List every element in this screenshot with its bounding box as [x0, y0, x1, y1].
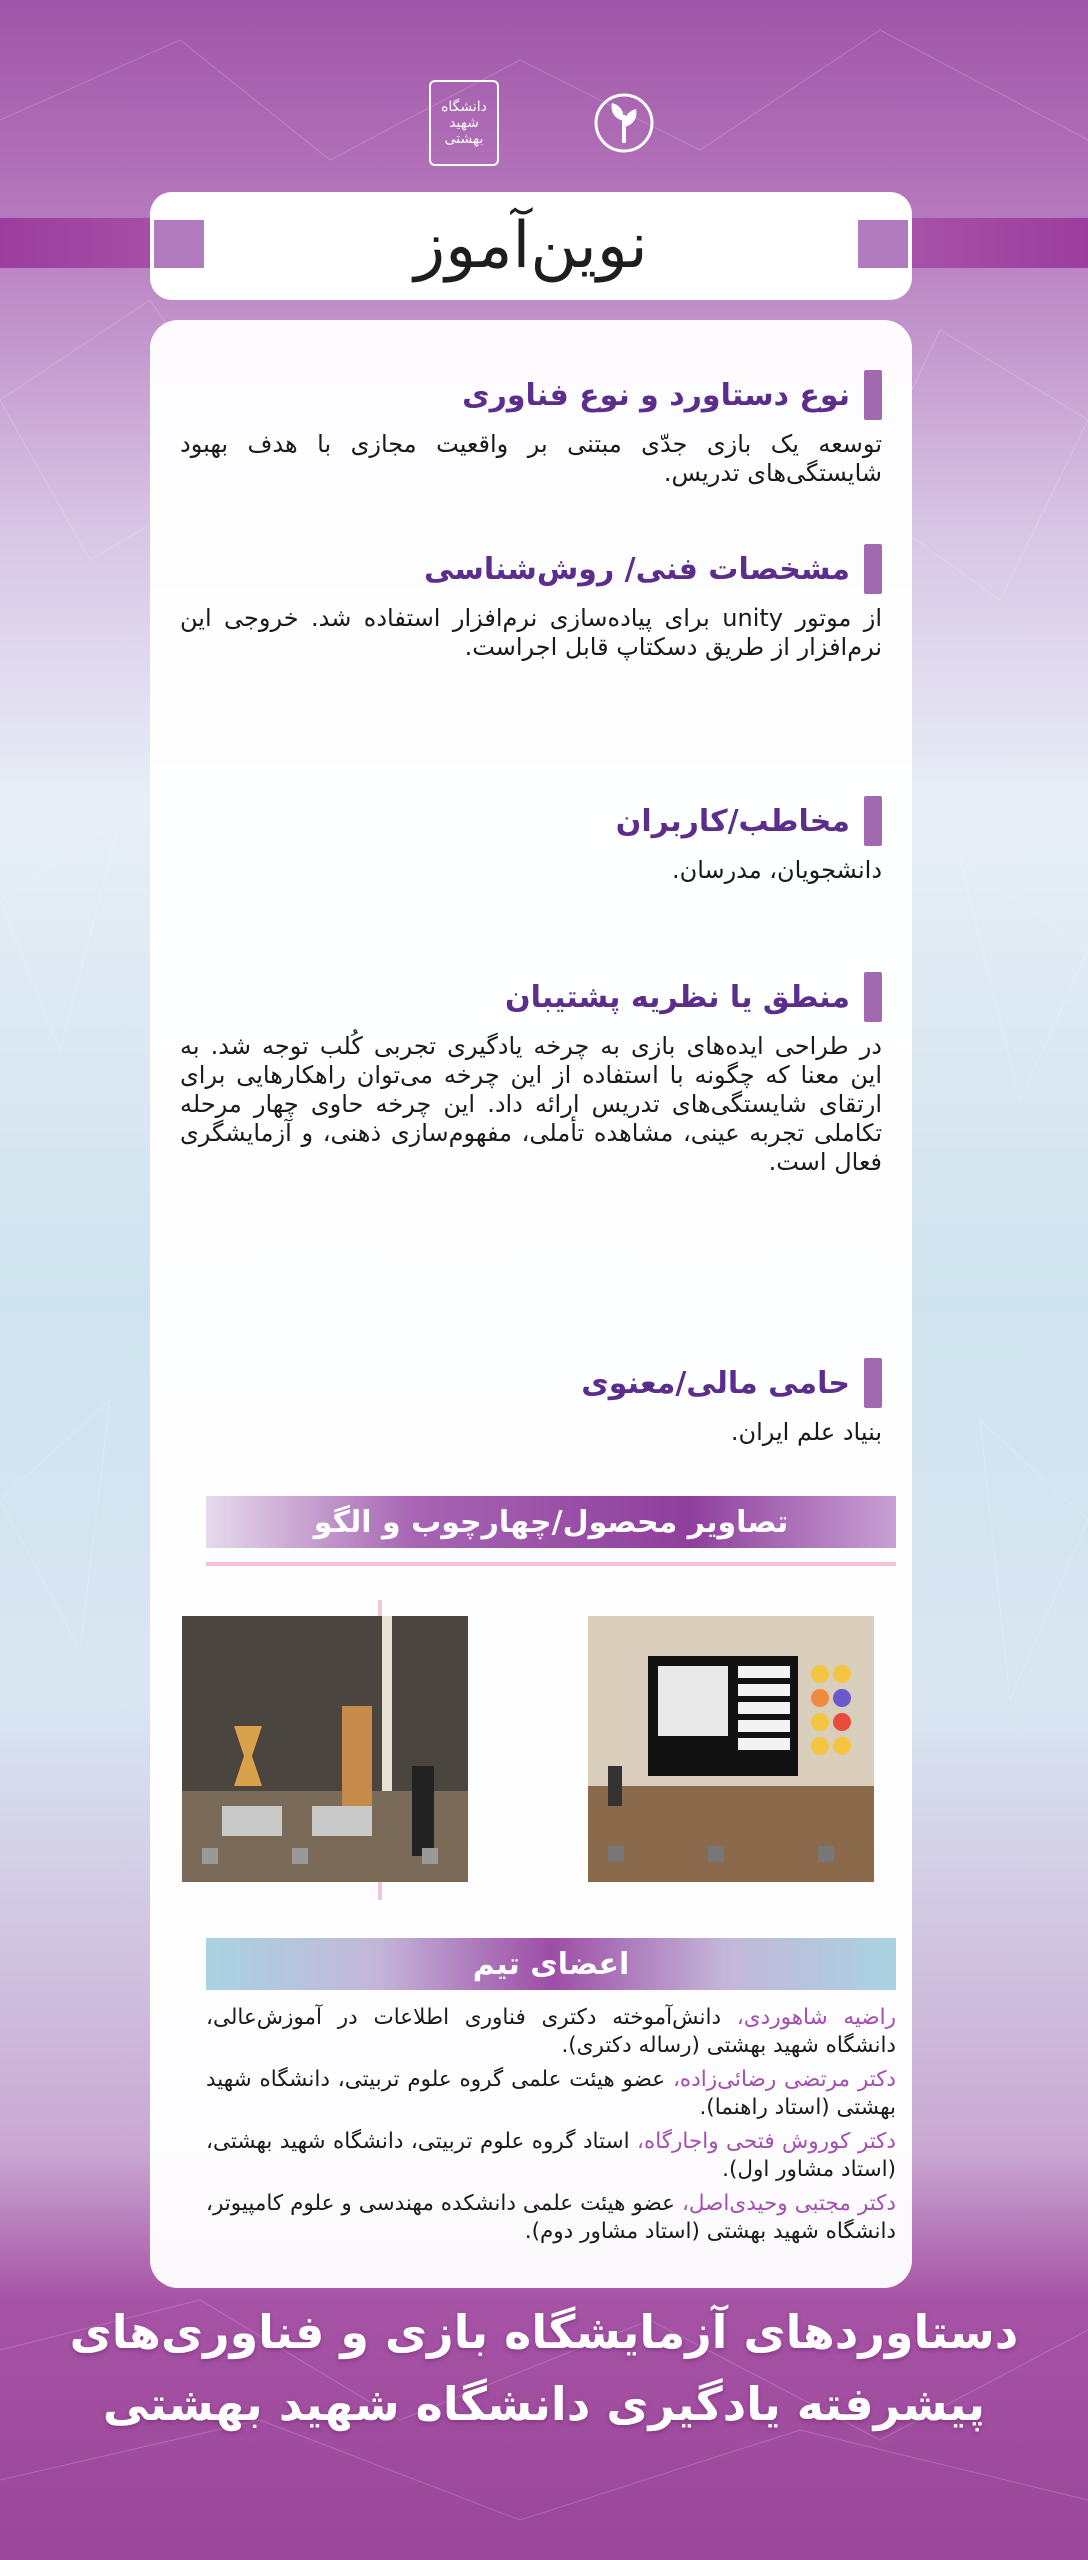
section-title: حامی مالی/معنوی — [581, 1365, 850, 1401]
team-member — [206, 2190, 896, 2246]
divider-line — [206, 1562, 896, 1566]
university-logo-line-3: بهشتی — [444, 131, 484, 147]
team-member-desc: دانش‌آموخته دکتری فناوری اطلاعات در آموزش‌عالی، دانشگاه شهید بهشتی (رساله دکتری). — [206, 2005, 896, 2058]
section-header — [180, 972, 882, 1022]
section-audience — [180, 796, 882, 885]
section-header — [180, 544, 882, 594]
section-title: منطق یا نظریه پشتیبان — [505, 979, 850, 1015]
university-logo-line-2: شهید — [449, 115, 479, 131]
section-sponsor — [180, 1358, 882, 1447]
footer-line-1: دستاوردهای آزمایشگاه بازی و فناوری‌های — [69, 2305, 1019, 2359]
section-body: از موتور unity برای پیاده‌سازی نرم‌افزار استفاده شد. خروجی این نرم‌افزار از طریق دسکتاپ قابل اجراست. — [180, 604, 882, 661]
section-body: توسعه یک بازی جدّی مبتنی بر واقعیت مجازی با هدف بهبود شایستگی‌های تدریس. — [180, 430, 882, 487]
section-title: مخاطب/کاربران — [615, 803, 850, 839]
screenshot-emoji-board — [588, 1616, 874, 1882]
section-marker — [864, 544, 882, 594]
section-header — [180, 370, 882, 420]
tree-logo-icon — [592, 91, 656, 155]
footer-heading — [0, 2296, 1088, 2440]
team-member-desc: استاد گروه علوم تربیتی، دانشگاه شهید بهشتی، (استاد مشاور اول). — [206, 2129, 896, 2182]
team-member-name: دکتر مجتبی وحیدی‌اصل، — [681, 2191, 896, 2216]
section-header — [180, 796, 882, 846]
section-marker — [864, 1358, 882, 1408]
title-card — [150, 192, 912, 300]
screenshot-hourglass-room-image — [182, 1616, 468, 1882]
page-title: نوین‌آموز — [414, 209, 648, 283]
team-member-name: دکتر کوروش فتحی واجارگاه، — [637, 2129, 896, 2154]
university-logo-line-1: دانشگاه — [441, 99, 487, 115]
university-logo — [429, 80, 499, 166]
team-member — [206, 2066, 896, 2122]
team-member — [206, 2004, 896, 2060]
section-body: دانشجویان، مدرسان. — [671, 856, 882, 884]
team-title-band: اعضای تیم — [206, 1938, 896, 1990]
section-theory — [180, 972, 882, 1177]
section-title: نوع دستاورد و نوع فناوری — [462, 377, 850, 413]
team-member-name: راضیه شاهوردی، — [736, 2005, 896, 2030]
title-notch-left — [154, 220, 204, 268]
framework-title-band: تصاویر محصول/چهارچوب و الگو — [206, 1496, 896, 1548]
content-card — [150, 320, 912, 2288]
section-achievement-type — [180, 370, 882, 488]
section-body: بنیاد علم ایران. — [730, 1418, 882, 1446]
footer-line-2: پیشرفته یادگیری دانشگاه شهید بهشتی — [102, 2377, 986, 2431]
screenshot-emoji-board-image — [588, 1616, 874, 1882]
lab-logo — [589, 80, 659, 166]
section-marker — [864, 370, 882, 420]
section-title: مشخصات فنی/ روش‌شناسی — [424, 551, 850, 587]
team-list — [206, 2004, 896, 2252]
title-notch-right — [858, 220, 908, 268]
section-marker — [864, 796, 882, 846]
team-member-desc: عضو هیئت علمی دانشکده مهندسی و علوم کامپیوتر، دانشگاه شهید بهشتی (استاد مشاور دوم). — [206, 2191, 896, 2244]
team-member-name: دکتر مرتضی رضائی‌زاده، — [672, 2067, 896, 2092]
section-body: در طراحی ایده‌های بازی به چرخه یادگیری تجربی کُلب توجه شد. به این معنا که چگونه با استفاده از این چرخه می‌توان راهکارهایی برای ارتقای شایستگی‌های تدریس ارائه داد. این چرخه حاوی چهار مرحله تکاملی تجربه عینی، مشاهده تأملی، مفهوم‌سازی ذهنی، و آزمایشگری فعال است. — [180, 1032, 882, 1176]
team-member-desc: عضو هیئت علمی گروه علوم تربیتی، دانشگاه شهید بهشتی (استاد راهنما). — [206, 2067, 896, 2120]
team-member — [206, 2128, 896, 2184]
section-marker — [864, 972, 882, 1022]
section-header — [180, 1358, 882, 1408]
section-technical-specs — [180, 544, 882, 662]
logo-bar — [0, 78, 1088, 168]
screenshot-hourglass-room — [182, 1616, 468, 1882]
